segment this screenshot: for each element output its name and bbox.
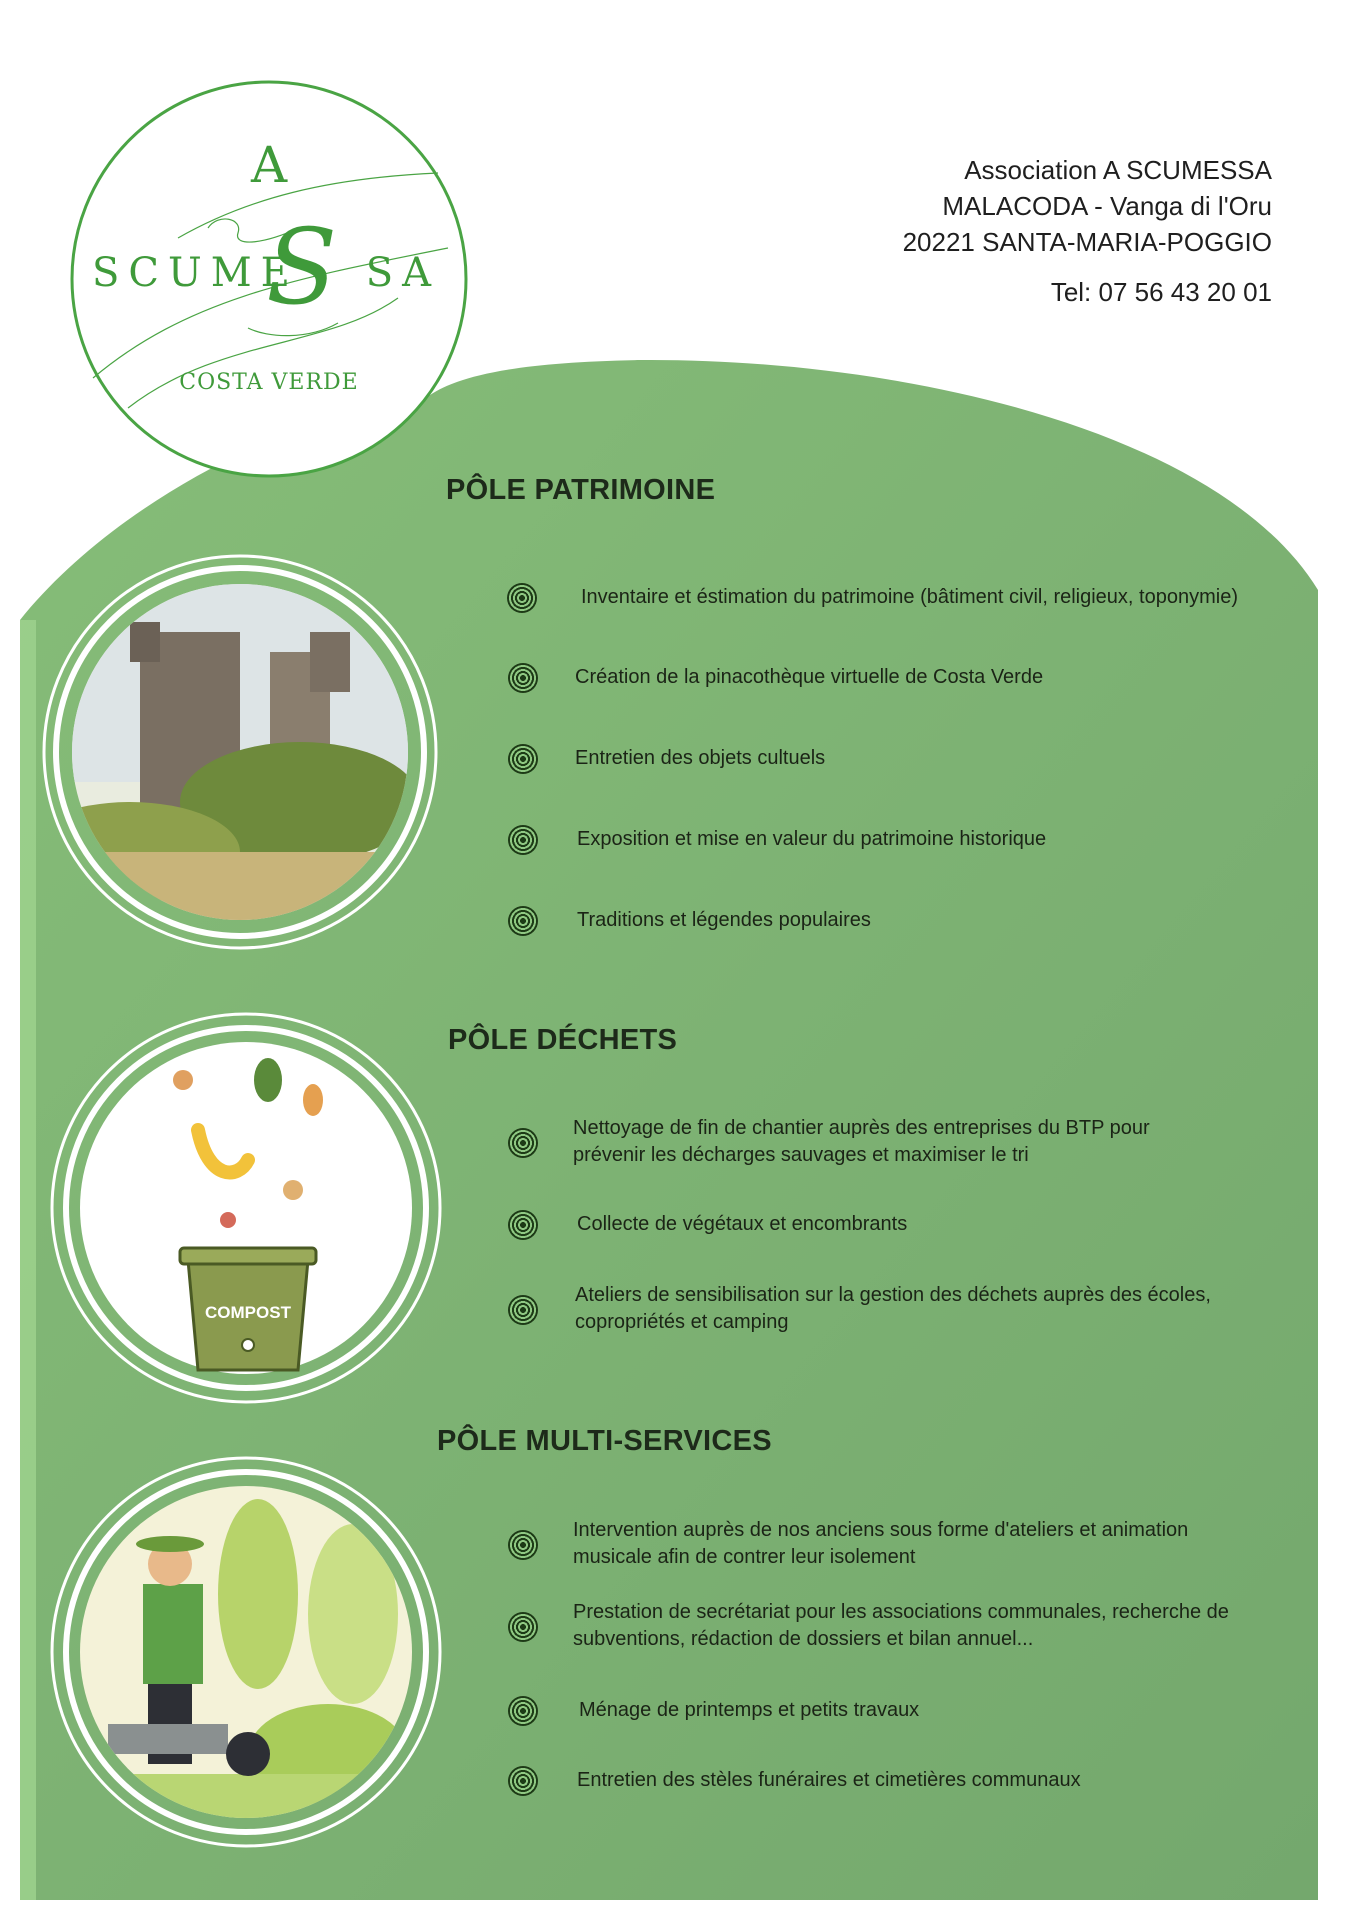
list-item: Traditions et légendes populaires	[577, 909, 871, 931]
list-item: Intervention auprès de nos anciens sous forme d'ateliers et animation musicale afin de contrer leur isolement	[573, 1519, 1189, 1568]
logo-name-left: SCUME	[92, 250, 299, 296]
list-item: Inventaire et éstimation du patrimoine (bâtiment civil, religieux, toponymie)	[581, 586, 1238, 608]
list-item: Entretien des objets cultuels	[575, 747, 826, 769]
bullet-icon	[507, 583, 537, 613]
logo-subtitle: COSTA VERDE	[179, 370, 359, 395]
compost-bin-label: COMPOST	[205, 1303, 291, 1322]
list-item: Création de la pinacothèque virtuelle de Costa Verde	[575, 666, 1044, 688]
address-block	[903, 152, 1272, 310]
bullet-icon	[508, 1766, 538, 1796]
list-item: Entretien des stèles funéraires et cimetières communaux	[577, 1769, 1081, 1791]
pole-title-patrimoine: PÔLE PATRIMOINE	[446, 474, 716, 506]
gardener-illustration	[48, 1454, 444, 1850]
bullet-icon	[508, 1128, 538, 1158]
logo-big-s: S	[266, 206, 338, 328]
bullet-icon	[508, 825, 538, 855]
heritage-tower-illustration	[40, 552, 440, 952]
list-item: Exposition et mise en valeur du patrimoine historique	[577, 828, 1047, 850]
bullet-icon	[508, 1295, 538, 1325]
logo-name-right: SA	[365, 250, 440, 296]
list-item: Ateliers de sensibilisation sur la gestion des déchets auprès des écoles, copropriétés et camping	[575, 1284, 1211, 1333]
compost-illustration	[48, 1010, 444, 1406]
phone-number: Tel: 07 56 43 20 01	[1050, 277, 1272, 307]
bullet-icon	[508, 744, 538, 774]
address-line-2: MALACODA - Vanga di l'Oru	[942, 191, 1272, 221]
bullet-icon	[508, 1612, 538, 1642]
list-item: Nettoyage de fin de chantier auprès des entreprises du BTP pour prévenir les décharges sauvages et maximiser le tri	[573, 1117, 1150, 1166]
list-item: Collecte de végétaux et encombrants	[577, 1213, 908, 1235]
bullet-icon	[508, 663, 538, 693]
pole-title-dechets: PÔLE DÉCHETS	[448, 1024, 678, 1056]
pole-title-multi-services: PÔLE MULTI-SERVICES	[437, 1425, 772, 1457]
bullet-icon	[508, 1210, 538, 1240]
address-line-3: 20221 SANTA-MARIA-POGGIO	[902, 227, 1272, 257]
logo-letter-a: A	[250, 136, 288, 194]
address-line-1: Association A SCUMESSA	[964, 155, 1272, 185]
bullet-icon	[508, 1530, 538, 1560]
association-logo	[68, 78, 470, 480]
bullet-icon	[508, 906, 538, 936]
list-item: Prestation de secrétariat pour les associations communales, recherche de subventions, rédaction de dossiers et bilan annuel...	[573, 1601, 1229, 1650]
bullet-icon	[508, 1696, 538, 1726]
list-item: Ménage de printemps et petits travaux	[579, 1699, 920, 1721]
